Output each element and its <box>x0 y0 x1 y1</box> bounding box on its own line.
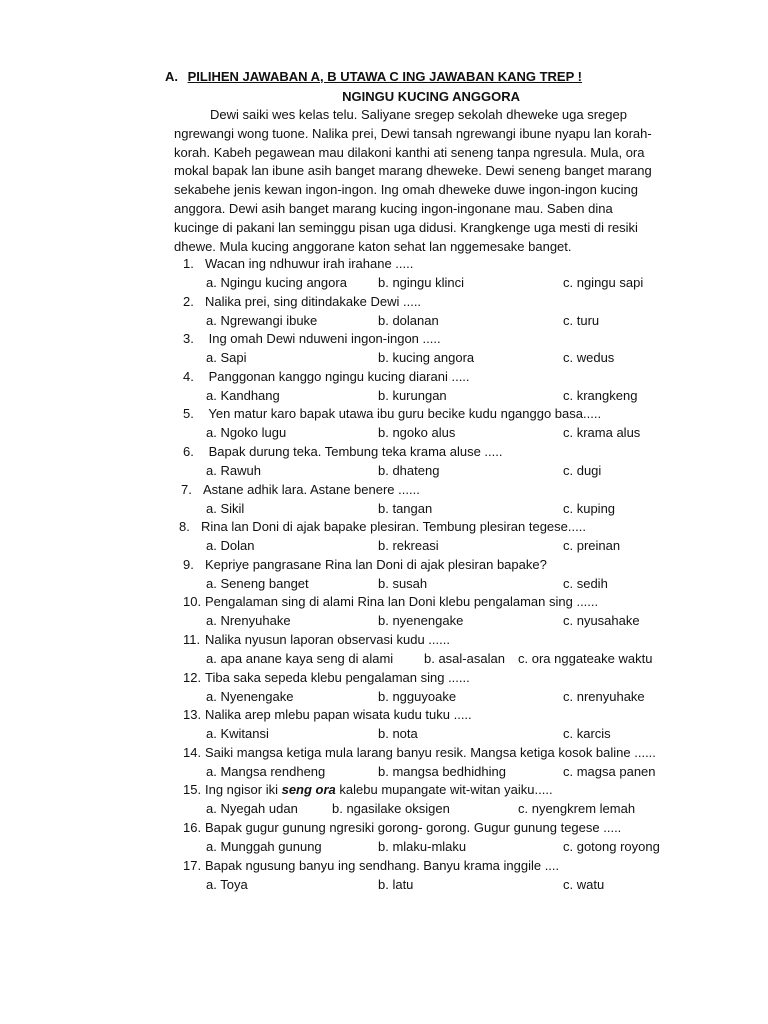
story-title-row <box>0 89 696 104</box>
option-a[interactable]: a. Ngoko lugu <box>206 425 287 441</box>
option-c[interactable]: c. watu <box>563 876 605 892</box>
option-c[interactable]: c. kuping <box>563 500 616 516</box>
option-b[interactable]: b. nyenengake <box>378 613 464 629</box>
option-a[interactable]: a. Seneng banget <box>206 575 309 591</box>
option-b[interactable]: b. susah <box>378 575 428 591</box>
question-item <box>0 820 768 858</box>
story-passage <box>174 106 660 256</box>
question-number: 5. <box>183 406 194 422</box>
option-a[interactable]: a. Kwitansi <box>206 726 269 742</box>
option-c[interactable]: c. nyusahake <box>563 613 640 629</box>
question-item <box>0 444 768 482</box>
question-line <box>183 782 553 797</box>
option-a[interactable]: a. Nyenengake <box>206 688 294 704</box>
question-text: Wacan ing ndhuwur irah irahane ..... <box>205 256 414 271</box>
question-number: 4. <box>183 368 194 384</box>
question-item <box>0 632 768 670</box>
question-text: Nalika nyusun laporan observasi kudu ...... <box>205 631 450 647</box>
option-a[interactable]: a. Sapi <box>206 350 247 366</box>
option-a[interactable]: a. Munggah gunung <box>206 838 322 854</box>
question-text: Tiba saka sepeda klebu pengalaman sing ...... <box>205 669 470 685</box>
question-text: Pengalaman sing di alami Rina lan Doni klebu pengalaman sing ...... <box>205 594 599 610</box>
question-text-part: kalebu mupangate wit-witan yaiku..... <box>335 782 553 798</box>
option-a[interactable]: a. Mangsa rendheng <box>206 763 326 779</box>
question-text: Bapak gugur gunung ngresiki gorong- gorong. Gugur gunung tegese ..... <box>205 819 622 835</box>
option-c[interactable]: c. krangkeng <box>563 387 638 403</box>
question-item <box>0 519 768 557</box>
section-heading <box>165 69 582 84</box>
question-number: 7. <box>181 481 192 497</box>
option-b[interactable]: b. dolanan <box>378 312 439 328</box>
option-a[interactable]: a. apa anane kaya seng di alami <box>206 650 394 666</box>
question-number: 14. <box>183 744 202 760</box>
option-b[interactable]: b. mlaku-mlaku <box>378 838 467 854</box>
question-number: 10. <box>183 594 202 610</box>
option-c[interactable]: c. ngingu sapi <box>563 275 644 290</box>
question-item <box>0 782 768 820</box>
question-text: Nalika prei, sing ditindakake Dewi ..... <box>205 293 422 309</box>
option-c[interactable]: c. ora nggateake waktu <box>518 650 653 666</box>
question-text: Bapak ngusung banyu ing sendhang. Banyu krama inggile .... <box>205 857 560 873</box>
question-text: Saiki mangsa ketiga mula larang banyu resik. Mangsa ketiga kosok baline ...... <box>205 744 656 760</box>
question-item <box>0 557 768 595</box>
option-c[interactable]: c. dugi <box>563 462 602 478</box>
option-c[interactable]: c. wedus <box>563 350 615 366</box>
story-paragraph: Dewi saiki wes kelas telu. Saliyane sregep sekolah dheweke uga sregep ngrewangi wong tuone. Nalika prei, Dewi tansah ngrewangi ibune nyapu lan korah-korah. Kabeh pegawean mau dilakoni kanthi ati seneng tanpa ngresula. Mula, ora mokal bapak lan ibune asih banget marang dheweke. Dewi seneng banget marang sekabehe jenis kewan ingon-ingon. Ing omah dheweke duwe ingon-ingon kucing anggora. Dewi asih banget marang kucing ingon-ingonane mau. Saben dina kucinge di pakani lan seminggu pisan uga didusi. Krangkenge uga mesti di resiki dhewe. Mula kucing anggorane katon sehat lan nggemesake banget. <box>174 107 652 254</box>
question-item <box>0 294 768 332</box>
question-line <box>179 519 586 534</box>
question-list <box>0 256 768 895</box>
option-b[interactable]: b. ngasilake oksigen <box>332 801 450 817</box>
question-text: Kepriye pangrasane Rina lan Doni di ajak plesiran bapake? <box>205 556 547 572</box>
question-line <box>183 707 472 722</box>
option-b[interactable]: b. kucing angora <box>378 350 475 366</box>
question-text <box>205 782 553 797</box>
question-item <box>0 594 768 632</box>
question-text-part: Ing ngisor iki <box>205 782 282 798</box>
question-number: 8. <box>179 519 190 535</box>
option-c[interactable]: c. magsa panen <box>563 763 656 779</box>
option-c[interactable]: c. gotong royong <box>563 838 660 854</box>
option-a[interactable]: a. Rawuh <box>206 462 261 478</box>
option-b[interactable]: b. nota <box>378 726 418 742</box>
question-line <box>183 331 441 346</box>
option-b[interactable]: b. tangan <box>378 500 433 516</box>
question-number: 3. <box>183 331 194 347</box>
option-b[interactable]: b. asal-asalan <box>424 650 505 666</box>
option-a[interactable]: a. Dolan <box>206 538 255 554</box>
option-b[interactable]: b. ngingu klinci <box>378 275 464 290</box>
question-text: Bapak durung teka. Tembung teka krama aluse ..... <box>205 443 503 459</box>
question-number: 6. <box>183 443 194 459</box>
question-item <box>0 745 768 783</box>
option-a[interactable]: a. Ngrewangi ibuke <box>206 312 318 328</box>
option-b[interactable]: b. ngoko alus <box>378 425 456 441</box>
option-c[interactable]: c. preinan <box>563 538 621 554</box>
section-label: A. <box>165 69 178 84</box>
question-line <box>183 820 621 835</box>
question-item <box>0 482 768 520</box>
option-a[interactable]: a. Toya <box>206 876 248 892</box>
option-b[interactable]: b. mangsa bedhidhing <box>378 763 506 779</box>
question-text: Yen matur karo bapak utawa ibu guru becike kudu nganggo basa..... <box>205 406 602 422</box>
question-line <box>183 557 547 572</box>
question-line <box>183 745 656 760</box>
question-line <box>183 858 559 873</box>
question-item <box>0 369 768 407</box>
question-line <box>183 294 421 309</box>
question-number: 16. <box>183 819 202 835</box>
instruction-title: PILIHEN JAWABAN A, B UTAWA C ING JAWABAN KANG TREP ! <box>187 69 582 84</box>
question-line <box>183 444 503 459</box>
question-item <box>0 331 768 369</box>
question-item <box>0 406 768 444</box>
question-text: Nalika arep mlebu papan wisata kudu tuku ..... <box>205 707 472 723</box>
question-text: Rina lan Doni di ajak bapake plesiran. Tembung plesiran tegese..... <box>201 519 586 535</box>
option-c[interactable]: c. krama alus <box>563 425 641 441</box>
question-line <box>183 369 470 384</box>
question-number: 15. <box>183 782 202 798</box>
option-b[interactable]: b. dhateng <box>378 462 440 478</box>
question-line <box>183 256 413 271</box>
question-item <box>0 256 768 294</box>
question-line <box>181 482 420 497</box>
question-emphasis: seng ora <box>281 782 336 798</box>
option-a[interactable]: a. Nrenyuhake <box>206 613 291 629</box>
question-item <box>0 707 768 745</box>
question-line <box>183 406 601 421</box>
option-b[interactable]: b. kurungan <box>378 387 447 403</box>
option-c[interactable]: c. karcis <box>563 726 611 742</box>
question-item <box>0 670 768 708</box>
question-line <box>183 670 470 685</box>
question-number: 13. <box>183 707 202 723</box>
question-line <box>183 632 450 647</box>
option-c[interactable]: c. sedih <box>563 575 608 591</box>
question-line <box>183 594 598 609</box>
question-number: 9. <box>183 556 194 572</box>
option-b[interactable]: b. latu <box>378 876 414 892</box>
option-a[interactable]: a. Ngingu kucing angora <box>206 275 347 290</box>
question-text: Astane adhik lara. Astane benere ...... <box>203 481 420 497</box>
question-item <box>0 858 768 896</box>
story-title: NGINGU KUCING ANGGORA <box>342 89 520 104</box>
option-c[interactable]: c. nyengkrem lemah <box>518 801 636 817</box>
question-text: Ing omah Dewi nduweni ingon-ingon ..... <box>205 331 441 347</box>
option-c[interactable]: c. nrenyuhake <box>563 688 645 704</box>
question-number: 11. <box>183 631 201 647</box>
option-c[interactable]: c. turu <box>563 312 600 328</box>
question-number: 12. <box>183 669 202 685</box>
option-a[interactable]: a. Sikil <box>206 500 245 516</box>
option-b[interactable]: b. rekreasi <box>378 538 439 554</box>
question-number: 1. <box>183 256 194 271</box>
question-number: 17. <box>183 857 202 873</box>
option-a[interactable]: a. Nyegah udan <box>206 801 298 817</box>
question-text: Panggonan kanggo ngingu kucing diarani ..... <box>205 368 470 384</box>
question-number: 2. <box>183 293 194 309</box>
option-b[interactable]: b. ngguyoake <box>378 688 457 704</box>
option-a[interactable]: a. Kandhang <box>206 387 280 403</box>
